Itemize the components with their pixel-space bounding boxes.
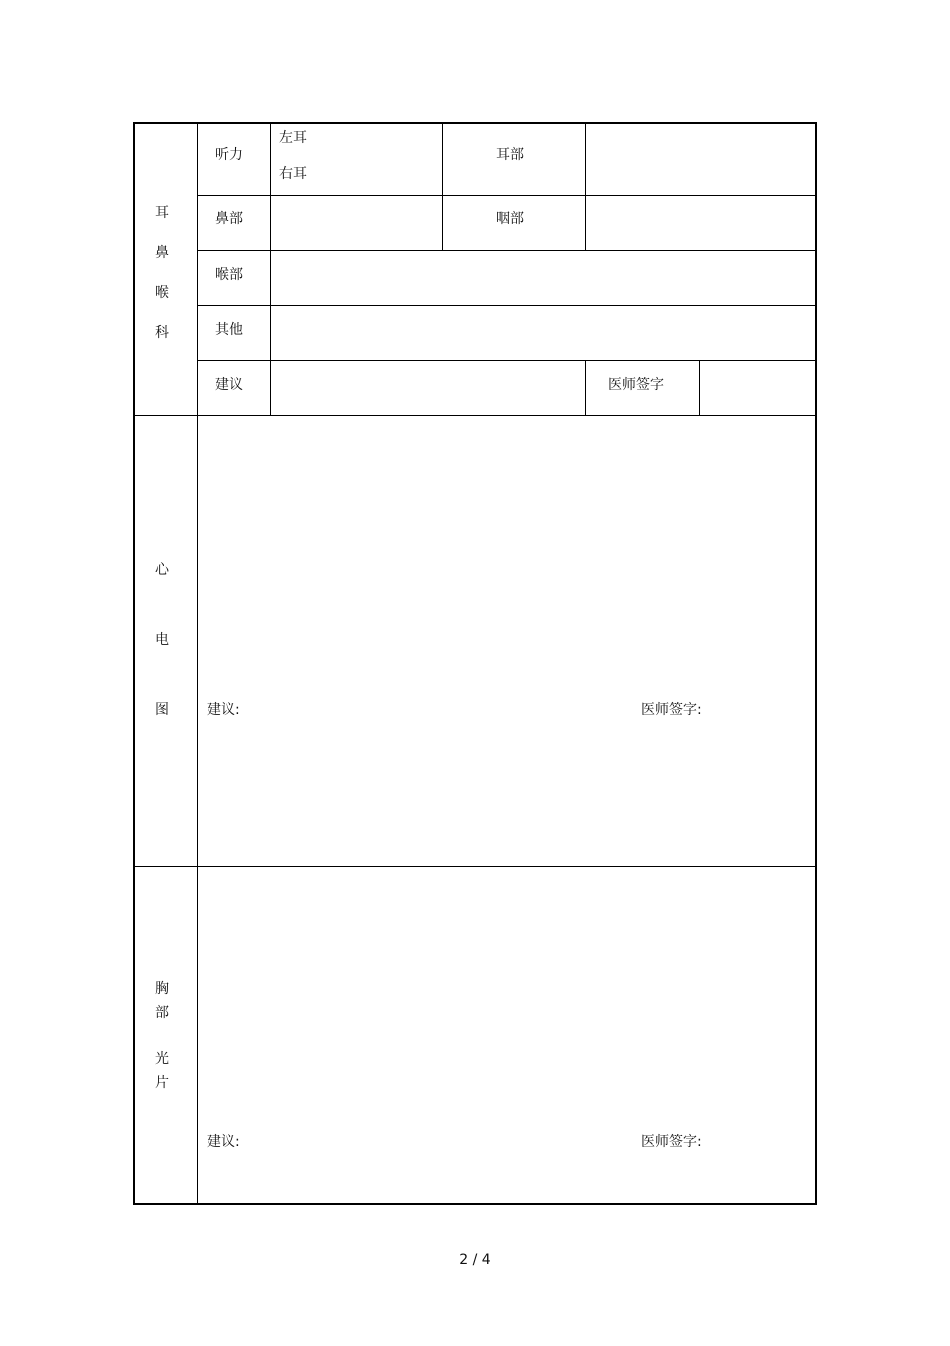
ecg-doctor-sign-label: 医师签字: xyxy=(641,702,702,718)
ent-section-label xyxy=(152,205,172,365)
ent-char: 科 xyxy=(155,325,169,341)
row-divider xyxy=(198,195,816,196)
row-divider xyxy=(198,250,816,251)
throat-label: 喉部 xyxy=(215,267,243,283)
ent-advice-label: 建议 xyxy=(215,377,243,393)
nose-result-field[interactable] xyxy=(272,197,440,249)
chest-doctor-sign-label: 医师签字: xyxy=(641,1134,702,1150)
chest-result-area[interactable] xyxy=(199,868,815,1203)
right-ear-label: 右耳 xyxy=(279,166,307,182)
chest-section-label xyxy=(152,981,172,1099)
ent-advice-field[interactable] xyxy=(272,362,584,414)
throat-result-field[interactable] xyxy=(272,252,815,304)
pharynx-label: 咽部 xyxy=(496,211,524,227)
ent-doctor-sign-label: 医师签字 xyxy=(608,377,664,393)
chest-char: 胸 xyxy=(155,981,169,997)
other-label: 其他 xyxy=(215,322,243,338)
chest-char: 部 xyxy=(155,1005,169,1021)
left-ear-label: 左耳 xyxy=(279,130,307,146)
ecg-char: 心 xyxy=(155,562,169,578)
hearing-result-field[interactable] xyxy=(340,124,440,194)
ecg-result-area[interactable] xyxy=(199,417,815,865)
column-divider xyxy=(699,361,700,415)
ent-char: 鼻 xyxy=(155,245,169,261)
ecg-section-label xyxy=(152,562,172,772)
ent-char: 耳 xyxy=(155,205,169,221)
ecg-char: 图 xyxy=(155,702,169,718)
chest-char: 光 xyxy=(155,1051,169,1067)
other-result-field[interactable] xyxy=(272,307,815,359)
column-divider xyxy=(270,123,271,415)
chest-char: 片 xyxy=(155,1075,169,1091)
hearing-label: 听力 xyxy=(215,147,243,163)
ear-result-field[interactable] xyxy=(587,124,815,194)
label-column-divider xyxy=(197,123,198,1204)
section-divider xyxy=(134,866,816,867)
column-divider xyxy=(585,361,586,415)
row-divider xyxy=(198,305,816,306)
column-divider xyxy=(585,123,586,250)
page-number: 2 / 4 xyxy=(459,1252,491,1268)
ent-char: 喉 xyxy=(155,285,169,301)
column-divider xyxy=(442,123,443,250)
ent-doctor-sign-field[interactable] xyxy=(701,362,815,414)
row-divider xyxy=(198,360,816,361)
pharynx-result-field[interactable] xyxy=(587,197,815,249)
ecg-advice-label: 建议: xyxy=(207,702,240,718)
ecg-char: 电 xyxy=(155,632,169,648)
chest-advice-label: 建议: xyxy=(207,1134,240,1150)
section-divider xyxy=(134,415,816,416)
nose-label: 鼻部 xyxy=(215,211,243,227)
ear-label: 耳部 xyxy=(496,147,524,163)
